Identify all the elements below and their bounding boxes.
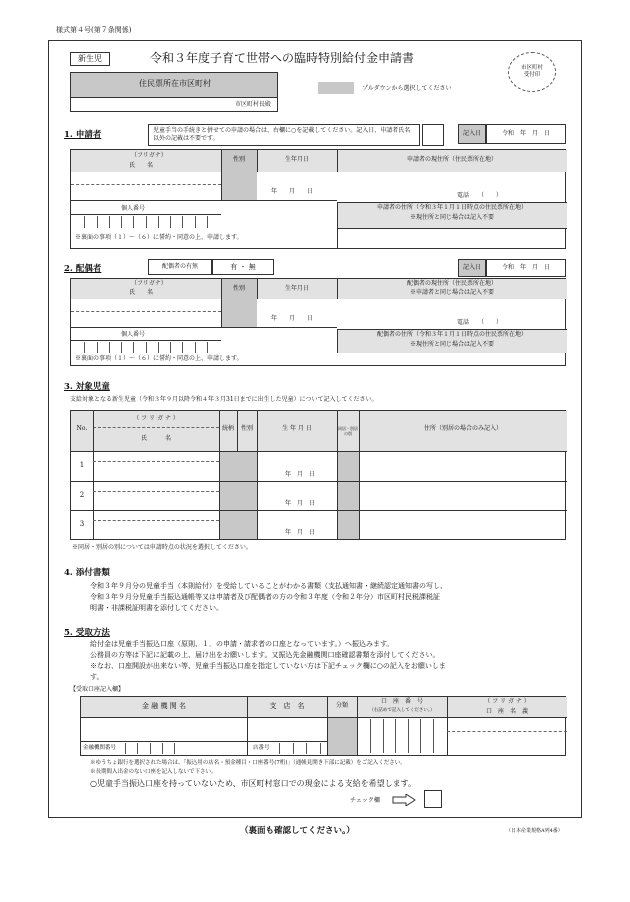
s2-date-value[interactable]: 令和 年 月 日 xyxy=(486,259,566,277)
s1-jan1-input[interactable] xyxy=(337,228,567,248)
s3-birth-header: 生 年 月 日 xyxy=(282,425,312,432)
s1-mynumber-boxes[interactable] xyxy=(73,216,219,228)
section1-heading: 1. 申請者 xyxy=(64,130,102,140)
s3-rel-header: 続柄 xyxy=(221,425,234,432)
stamp-line2: 受付印 xyxy=(523,72,541,78)
reception-stamp xyxy=(508,52,556,92)
s2-pledge: ※裏面の事項（１）～（６）に誓約・同意の上、申請します。 xyxy=(75,355,243,362)
arrow-right-icon xyxy=(392,794,416,808)
s2-gender-header: 性別 xyxy=(232,285,245,292)
acct-no-header: 口 座 番 号 xyxy=(380,698,423,705)
s2-birth-header: 生年月日 xyxy=(284,285,309,292)
section4-heading: 4. 添付書類 xyxy=(64,568,110,578)
s2-tel[interactable]: 電話 （ ） xyxy=(457,319,503,326)
s1-birth-ymd[interactable]: 年 月 日 xyxy=(271,188,314,195)
bank-caption: 【受取口座記入欄】 xyxy=(70,686,125,693)
s5-line3: ※なお、口座開設が出来ない等、児童手当振込口座を指定していない方は下記チェック欄に○の記入をお願いしま xyxy=(90,662,446,670)
s3-sep-header: 同居・別居の別 xyxy=(338,426,358,436)
s1-date-value[interactable]: 令和 年 月 日 xyxy=(486,124,566,144)
municipality-label: 住民票所在市区町村 xyxy=(139,79,211,88)
s2-furigana: （フリガナ） xyxy=(131,280,167,287)
bank-table xyxy=(80,696,566,756)
bank-note2: ※長期間入出金のない口座を記入しないで下さい。 xyxy=(90,769,217,775)
pulldown-select[interactable] xyxy=(318,82,354,94)
s1-pledge: ※裏面の事項（１）～（６）に誓約・同意の上、申請します。 xyxy=(75,234,243,241)
mayor-label: 市区町村長殿 xyxy=(234,101,271,108)
s3-note: ※同居・別居の別については申請時点の状況を選択してください。 xyxy=(72,544,252,551)
bank-name-header: 金 融 機 関 名 xyxy=(142,702,186,710)
branch-header: 支 店 名 xyxy=(269,702,305,710)
s2-address-header: 配偶者の現住所（住民票所在地） xyxy=(406,280,497,287)
form-number: 様式第４号(第７条関係) xyxy=(56,26,132,34)
s2-mynumber-label: 個人番号 xyxy=(121,331,146,338)
s1-address-header: 申請者の現住所（住民票所在地） xyxy=(406,156,497,163)
section5-heading: 5. 受取方法 xyxy=(64,628,110,638)
s2-jan1-address: 配偶者の住所（令和３年１月１日時点の住民票所在地） xyxy=(376,331,527,338)
acct-no-boxes[interactable] xyxy=(359,719,445,753)
section3-heading: 3. 対象児童 xyxy=(64,382,110,392)
spouse-table xyxy=(70,278,566,366)
section2-heading: 2. 配偶者 xyxy=(64,264,102,274)
s3-row2-ymd[interactable]: 年 月 日 xyxy=(285,500,316,507)
s4-line3: 明書・非課税証明書を添付してください。 xyxy=(90,604,223,612)
s2-name-header: 氏 名 xyxy=(129,289,154,296)
bank-code-label: 金融機関番号 xyxy=(83,745,117,751)
s3-row3-ymd[interactable]: 年 月 日 xyxy=(285,529,316,536)
s5-line4: す。 xyxy=(90,673,104,681)
paper-size-note: （日本産業規格A列4番） xyxy=(506,828,563,834)
s3-row-no-3: 3 xyxy=(79,520,85,528)
section1-circle-box[interactable] xyxy=(422,124,444,146)
s3-intro: 支給対象となる新生児童（令和３年９月以降令和４年３月31日までに出生した児童）について記入してください。 xyxy=(70,396,378,403)
s1-same-note: ※現住所と同じ場合は記入不要 xyxy=(409,214,494,221)
section1-note: 児童手当の手続きと併せての申請の場合は、右欄に○を記載してください。記入日、申請者氏名以外の記載は不要です。 xyxy=(148,124,420,146)
acct-holder-header: 口 座 名 義 xyxy=(485,708,528,715)
branch-code-boxes[interactable] xyxy=(279,743,321,754)
s1-mynumber-label: 個人番号 xyxy=(121,205,146,212)
s3-row-no-2: 2 xyxy=(79,491,85,499)
children-table xyxy=(70,410,566,540)
s3-name-header: 氏 名 xyxy=(140,435,171,442)
s1-tel[interactable]: 電話 （ ） xyxy=(457,192,503,199)
s3-no-header: No. xyxy=(76,425,88,432)
acct-type-select[interactable] xyxy=(328,718,357,755)
s1-birth-header: 生年月日 xyxy=(284,156,309,163)
bank-code-boxes[interactable] xyxy=(125,743,175,754)
s4-line2: 令和３年９月分児童手当振込通帳等又は申請者及び配偶者の方の令和３年度（令和２年分）市区町村民税課税証 xyxy=(90,593,440,601)
check-label: チェック欄 xyxy=(350,797,380,804)
s3-gender-header: 性別 xyxy=(240,425,253,432)
cash-option: ○児童手当振込口座を持っていないため、市区町村窓口での現金による支給を希望します。 xyxy=(90,779,417,788)
s2-name-input[interactable] xyxy=(73,301,219,325)
newborn-badge: 新生児 xyxy=(70,52,110,66)
acct-no-note: （右詰めで記入してください。） xyxy=(369,708,435,713)
branch-input[interactable] xyxy=(249,719,325,741)
s2-has-value[interactable]: 有 ・ 無 xyxy=(212,259,274,275)
s3-row1-ymd[interactable]: 年 月 日 xyxy=(285,471,316,478)
s4-line1: 令和３年９月分の児童手当（本則給付）を受給していることがわかる書類（支払通知書・継続認定通知書の写し、 xyxy=(90,582,447,590)
s2-same-applicant: ※申請者と同じ場合は記入不要 xyxy=(409,289,494,296)
s3-row-no-1: 1 xyxy=(79,461,85,469)
s1-furigana: （フリガナ） xyxy=(131,152,167,159)
s3-furigana-header: （ フ リ ガ ナ ） xyxy=(133,415,179,422)
s5-line1: 給付金は児童手当振込口座（原則、１．の申請・請求者の口座となっています。）へ振込みます。 xyxy=(90,640,394,648)
s1-date-label: 記入日 xyxy=(458,124,486,144)
check-box[interactable] xyxy=(424,790,442,808)
pulldown-hint: プルダウンから選択してください xyxy=(362,85,452,92)
stamp-line1: 市区町村 xyxy=(520,65,543,72)
municipality-box[interactable] xyxy=(70,72,278,112)
s2-same-note: ※現住所と同じ場合は記入不要 xyxy=(409,341,494,348)
s5-line2: 公務員の方等は下記に記載の上、届け出をお願いします。又振込先金融機関口座確認書類を添付してください。 xyxy=(90,651,440,659)
s2-has-label: 配偶者の有無 xyxy=(148,259,212,275)
s3-addr-header: 住所（別居の場合のみ記入） xyxy=(423,425,502,432)
bank-name-input[interactable] xyxy=(83,719,245,741)
form-title: 令和３年度子育て世帯への臨時特別給付金申請書 xyxy=(150,51,415,65)
bank-note1: ※ゆうちょ銀行を選択された場合は、「振込用の店名・預金種目・口座番号(7桁)」（通帳見開き下部に記載）をご記入ください。 xyxy=(90,760,406,766)
s2-mynumber-boxes[interactable] xyxy=(73,342,219,353)
s1-jan1-address: 申請者の住所（令和３年１月１日時点の住民票所在地） xyxy=(376,204,527,211)
applicant-table xyxy=(70,149,566,249)
branch-code-label: 店番号 xyxy=(253,745,270,751)
s2-date-label: 記入日 xyxy=(458,259,486,277)
type-header: 分類 xyxy=(335,702,348,709)
s1-gender-header: 性別 xyxy=(232,156,245,163)
s2-birth-ymd[interactable]: 年 月 日 xyxy=(271,315,314,322)
footer-note: （裏面も確認してください。） xyxy=(240,826,355,836)
bank-furigana-header: （ フ リ ガ ナ ） xyxy=(484,698,530,705)
s1-name-input[interactable] xyxy=(73,174,219,198)
s1-name-header: 氏 名 xyxy=(129,162,154,169)
